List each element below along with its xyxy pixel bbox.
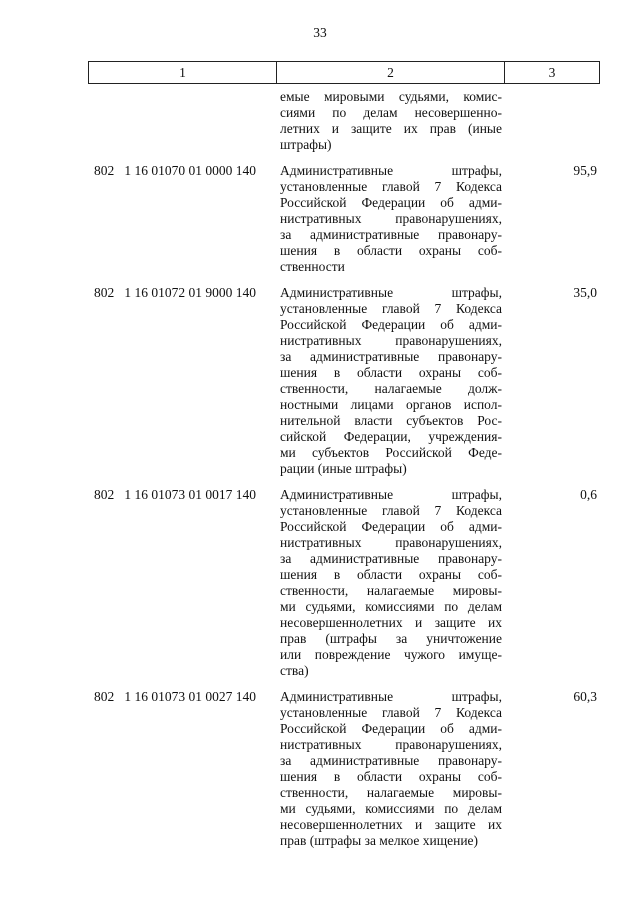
description-cell <box>280 487 502 679</box>
table-body <box>88 89 600 859</box>
description-line: за административные правонару- <box>280 753 502 768</box>
description-line: нистративных правонарушениях, <box>280 333 502 348</box>
description-line: ственности, налагаемые мировы- <box>280 583 502 598</box>
description-line: летних и защите их прав (иные <box>280 121 502 136</box>
description-line: несовершеннолетних и защите их <box>280 817 502 832</box>
admin-code: 802 <box>94 163 115 178</box>
table-row <box>88 487 600 679</box>
code-cell <box>88 487 280 503</box>
code-cell <box>88 163 280 179</box>
description-line: Административные штрафы, <box>280 487 502 502</box>
header-col-2: 2 <box>277 62 505 83</box>
table-rows <box>88 163 600 849</box>
amount-cell: 0,6 <box>580 487 597 502</box>
income-code: 1 16 01073 01 0017 140 <box>124 487 256 502</box>
description-line: шения в области охраны соб- <box>280 567 502 582</box>
description-line: за административные правонару- <box>280 349 502 364</box>
continuation-description <box>280 89 502 153</box>
code-cell <box>88 689 280 705</box>
income-code: 1 16 01073 01 0027 140 <box>124 689 256 704</box>
amount-cell: 35,0 <box>573 285 597 300</box>
description-line: или повреждение чужого имуще- <box>280 647 502 662</box>
description-line: нистративных правонарушениях, <box>280 211 502 226</box>
description-line: установленные главой 7 Кодекса <box>280 179 502 194</box>
description-line: Российской Федерации об адми- <box>280 721 502 736</box>
description-line: Российской Федерации об адми- <box>280 519 502 534</box>
description-line: ми субъектов Российской Феде- <box>280 445 502 460</box>
description-cell <box>280 689 502 849</box>
continuation-row <box>88 89 600 153</box>
description-line: прав (штрафы за уничтожение <box>280 631 502 646</box>
income-code: 1 16 01070 01 0000 140 <box>124 163 256 178</box>
description-line: сийской Федерации, учреждения- <box>280 429 502 444</box>
description-line: Российской Федерации об адми- <box>280 317 502 332</box>
admin-code: 802 <box>94 487 115 502</box>
admin-code: 802 <box>94 689 115 704</box>
description-line: нистративных правонарушениях, <box>280 737 502 752</box>
table-row <box>88 689 600 849</box>
description-line: ственности, налагаемые мировы- <box>280 785 502 800</box>
page-number: 33 <box>313 25 327 40</box>
description-line: ственности, налагаемые долж- <box>280 381 502 396</box>
description-cell <box>280 163 502 275</box>
table-row <box>88 163 600 275</box>
description-line: шения в области охраны соб- <box>280 365 502 380</box>
description-line: установленные главой 7 Кодекса <box>280 705 502 720</box>
description-line: ми судьями, комиссиями по делам <box>280 801 502 816</box>
description-line: Административные штрафы, <box>280 163 502 178</box>
description-line: сиями по делам несовершенно- <box>280 105 502 120</box>
admin-code: 802 <box>94 285 115 300</box>
description-line: за административные правонару- <box>280 551 502 566</box>
description-line: ственности <box>280 259 345 274</box>
description-line: штрафы) <box>280 137 332 152</box>
table-row <box>88 285 600 477</box>
description-line: Российской Федерации об адми- <box>280 195 502 210</box>
description-line: шения в области охраны соб- <box>280 243 502 258</box>
description-line: установленные главой 7 Кодекса <box>280 301 502 316</box>
description-line: емые мировыми судьями, комис- <box>280 89 502 104</box>
description-line: рации (иные штрафы) <box>280 461 407 476</box>
description-line: нистративных правонарушениях, <box>280 535 502 550</box>
description-line: Административные штрафы, <box>280 689 502 704</box>
description-line: нительной власти субъектов Рос- <box>280 413 502 428</box>
code-cell <box>88 285 280 301</box>
header-col-3: 3 <box>548 64 556 80</box>
amount-cell: 95,9 <box>573 163 597 178</box>
description-line: установленные главой 7 Кодекса <box>280 503 502 518</box>
description-cell <box>280 285 502 477</box>
amount-cell: 60,3 <box>573 689 597 704</box>
description-line: Административные штрафы, <box>280 285 502 300</box>
description-line: несовершеннолетних и защите их <box>280 615 502 630</box>
description-line: за административные правонару- <box>280 227 502 242</box>
description-line: шения в области охраны соб- <box>280 769 502 784</box>
description-line: прав (штрафы за мелкое хищение) <box>280 833 479 848</box>
description-line: ми судьями, комиссиями по делам <box>280 599 502 614</box>
description-line: ностными лицами органов испол- <box>280 397 502 412</box>
header-col-1: 1 <box>89 62 277 83</box>
table-header <box>88 61 600 84</box>
income-code: 1 16 01072 01 9000 140 <box>124 285 256 300</box>
description-line: ства) <box>280 663 309 678</box>
